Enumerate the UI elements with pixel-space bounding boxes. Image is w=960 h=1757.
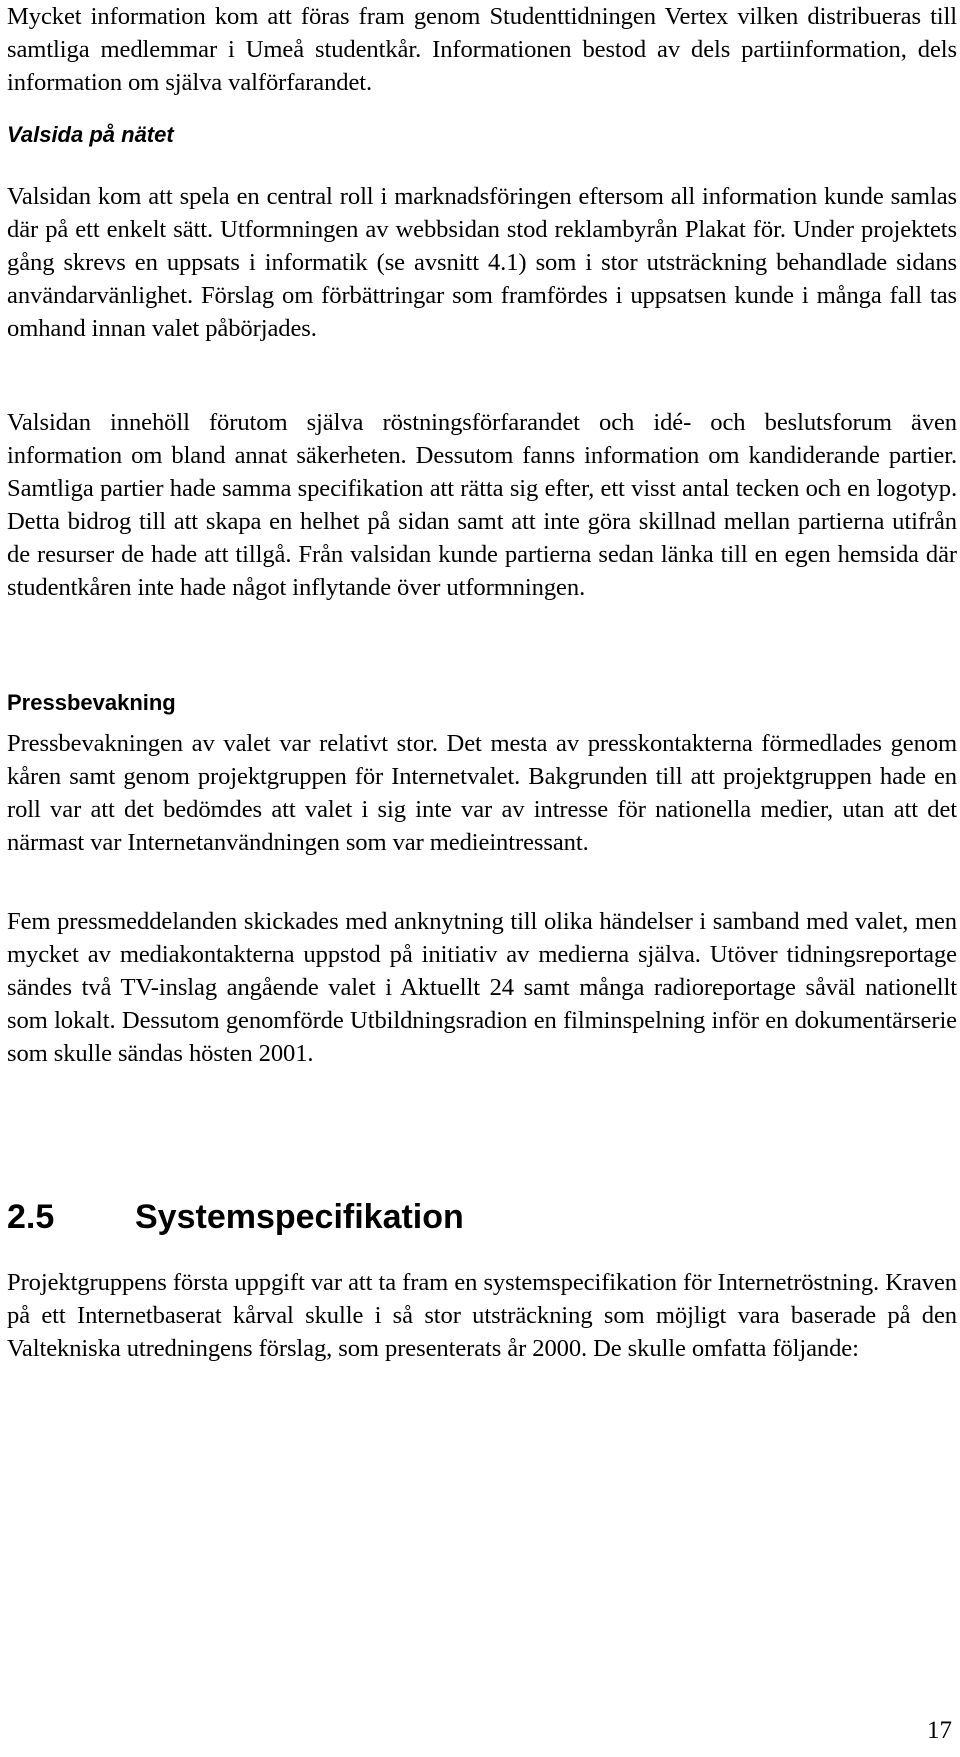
paragraph-press-releases: Fem pressmeddelanden skickades med anknytning till olika händelser i samband med valet, men mycket av mediakontakterna uppstod på initiativ av medierna själva. Utöver tidningsreportage sändes två TV-inslag angående valet i Aktuellt 24 samt många radioreportage såväl nationellt som lokalt. Dessutom genomförde Utbildningsradion en filminspelning inför en dokumentärserie som skulle sändas hösten 2001. — [7, 908, 957, 1067]
heading-pressbevakning: Pressbevakning — [7, 690, 176, 715]
paragraph-valsida-role: Valsidan kom att spela en central roll i marknadsföringen eftersom all information kunde samlas där på ett enkelt sätt. Utformningen av webbsidan stod reklambyrån Plakat för. Under projektets gång skrevs en uppsats i informatik (se avsnitt 4.1) som i stor utsträckning behandlade sidans användarvänlighet. Förslag om förbättringar som framfördes i uppsatsen kunde i många fall tas omhand innan valet påbörjades. — [7, 183, 957, 342]
paragraph-valsida-content: Valsidan innehöll förutom själva röstningsförfarandet och idé- och beslutsforum även information om bland annat säkerheten. Dessutom fanns information om kandiderande partier. Samtliga partier hade samma specifikation att rätta sig efter, ett visst antal tecken och en logotyp. Detta bidrog till att skapa en helhet på sidan samt att inte göra skillnad mellan partierna utifrån de resurser de hade att tillgå. Från valsidan kunde partierna sedan länka till en egen hemsida där studentkåren inte hade något inflytande över utformningen. — [7, 409, 957, 601]
paragraph-systemspec: Projektgruppens första uppgift var att ta fram en systemspecifikation för Internetröstning. Kraven på ett Internetbaserat kårval skulle i så stor utsträckning som möjligt vara baserade på den Valtekniska utredningens förslag, som presenterats år 2000. De skulle omfatta följande: — [7, 1269, 957, 1362]
section-heading — [7, 1197, 957, 1237]
section-number: 2.5 — [7, 1198, 55, 1236]
page-number: 17 — [927, 1717, 952, 1744]
section-title: Systemspecifikation — [135, 1198, 464, 1236]
heading-valsida: Valsida på nätet — [7, 122, 174, 147]
paragraph-vertex: Mycket information kom att föras fram genom Studenttidningen Vertex vilken distribueras till samtliga medlemmar i Umeå studentkår. Informationen bestod av dels partiinformation, dels information om själva valförfarandet. — [7, 3, 957, 96]
paragraph-press-coverage: Pressbevakningen av valet var relativt stor. Det mesta av presskontakterna förmedlades genom kåren samt genom projektgruppen för Internetvalet. Bakgrunden till att projektgruppen hade en roll var att det bedömdes att valet i sig inte var av intresse för nationella medier, utan att det närmast var Internetanvändningen som var medieintressant. — [7, 730, 957, 856]
